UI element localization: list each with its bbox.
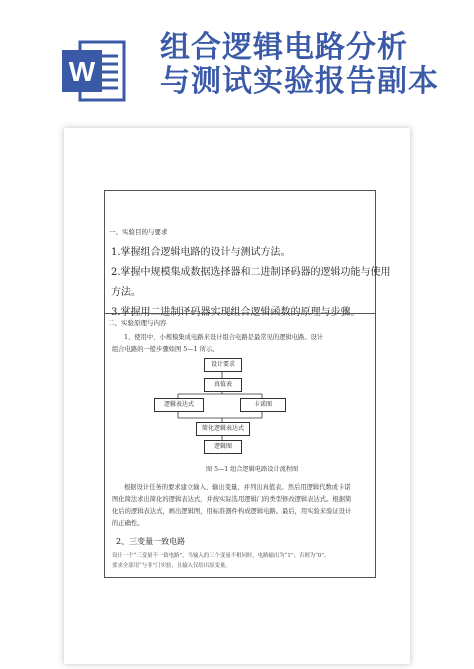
section2-title: 二、实验原理与内容 <box>108 319 167 327</box>
flow-box-logic-diagram: 逻辑图 <box>204 440 242 454</box>
section1-title: 一、实验目的与要求 <box>109 228 168 236</box>
flow-box-simplified-expression: 简化逻辑表达式 <box>196 422 250 436</box>
word-document-icon <box>58 34 130 106</box>
figure-caption: 图 5—1 组合逻辑电路设计流程图 <box>206 466 299 473</box>
flow-box-logic-expression: 逻辑表达式 <box>154 398 204 412</box>
body-line-4: 的正确性。 <box>112 520 144 527</box>
body-line-2: 图化简法求出简化的逻辑表达式，并按实际选用逻辑门的类型修改逻辑表达式。根据简 <box>112 496 352 503</box>
flow-box-design-requirements: 设计要求 <box>204 358 242 372</box>
objective-item-2-cont: 方法。 <box>111 287 141 298</box>
flow-box-truth-table: 真值表 <box>204 378 242 392</box>
flow-box-karnaugh-map: 卡诺图 <box>240 398 286 412</box>
objective-item-3: 3.掌握用二进制译码器实现组合逻辑函数的原理与步骤。 <box>111 307 361 318</box>
objective-item-1: 1.掌握组合逻辑电路的设计与测试方法。 <box>111 247 291 258</box>
intro-line-2: 组合电路的一般步骤如图 5—1 所示。 <box>112 346 219 353</box>
objective-item-2: 2.掌握中规模集成数据选择器和二进制译码器的逻辑功能与使用 <box>111 267 391 278</box>
section-divider <box>105 313 375 314</box>
task-line-2: 要求全部用“与非”门实验，且输入仅给出原变量。 <box>112 563 231 569</box>
task-line-1: 设计一个“三变量不一致电路”，当输入的三个变量不相同时，电路输出为“1”；否则为“0”。 <box>112 553 330 559</box>
document-title-line-2: 与测试实验报告副本 <box>160 64 439 99</box>
sub-heading-three-variable: 2、三变量一致电路 <box>116 537 186 546</box>
logo-letter: W <box>68 56 96 87</box>
body-line-3: 化后的逻辑表达式，画出逻辑图，用标准器件构成逻辑电路。最后，用实验来验证设计 <box>112 508 352 515</box>
body-line-1: 根据设计任务的要求建立输入、输出变量，并列出真值表。然后用逻辑代数或卡诺 <box>124 484 351 491</box>
document-title-line-1: 组合逻辑电路分析 <box>160 30 408 65</box>
intro-line-1: 1、使用中、小规模集成电路来设计组合电路是最常见的逻辑电路。设计 <box>124 334 324 341</box>
header-banner <box>0 0 474 118</box>
